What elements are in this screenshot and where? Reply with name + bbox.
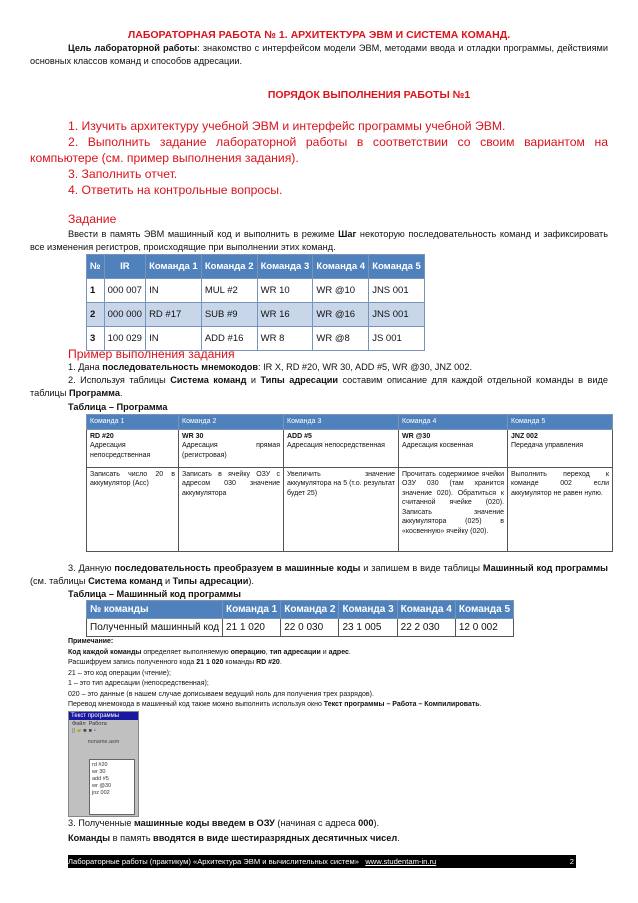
col-header: Команда 4	[313, 255, 369, 279]
example-p2	[30, 374, 608, 400]
menu-work[interactable]: Работа	[88, 721, 107, 727]
table-header-row	[87, 601, 514, 619]
code-line: rd #20	[92, 762, 108, 768]
cell: 21 1 020	[223, 619, 281, 637]
t: ).	[248, 576, 254, 586]
cell	[87, 429, 179, 467]
code-line: wr 30	[92, 769, 106, 775]
cell: JNS 001	[369, 303, 425, 327]
cell: 23 1 005	[339, 619, 397, 637]
col-header: Команда 5	[369, 255, 425, 279]
program-table-caption: Таблица – Программа	[68, 402, 168, 412]
t: операцию	[230, 648, 266, 656]
p3	[30, 562, 608, 588]
cell: JNS 001	[369, 279, 425, 303]
cmd-code: WR @30	[402, 432, 431, 440]
cell: Записать число 20 в аккумулятор (Acc)	[87, 467, 179, 551]
cmd-addr: Адресация прямая (регистровая)	[182, 442, 280, 459]
t: машинные коды введем в ОЗУ	[134, 818, 275, 828]
cell: Полученный машинный код	[87, 619, 223, 637]
menu-file[interactable]: Файл	[72, 721, 86, 727]
cell: 000 000	[104, 303, 145, 327]
table-header-row	[87, 415, 613, 430]
t: Типы адресации	[172, 576, 249, 586]
table-row	[87, 619, 514, 637]
cell: ADD #16	[201, 327, 257, 351]
t: 2. Используя таблицы	[68, 375, 171, 385]
cell	[399, 429, 508, 467]
cmd-addr: Передача управления	[511, 442, 584, 449]
machine-code-table	[86, 600, 514, 637]
print-icon[interactable]: ▫	[93, 728, 98, 734]
cell	[508, 429, 613, 467]
cell: 22 2 030	[397, 619, 455, 637]
t: команды	[223, 659, 257, 666]
cell	[179, 429, 284, 467]
cell: IN	[146, 279, 202, 303]
col-header: Команда 2	[179, 415, 284, 430]
t: Система команд	[170, 375, 247, 385]
col-header: Команда 4	[399, 415, 508, 430]
lab-title: ЛАБОРАТОРНАЯ РАБОТА № 1. АРХИТЕКТУРА ЭВМ И СИСТЕМА КОМАНД.	[127, 29, 511, 41]
steps-list	[30, 118, 608, 198]
cmd-addr: Адресация непосредственная	[90, 442, 151, 459]
task-bold: Шаг	[338, 229, 357, 239]
col-header: Команда 2	[201, 255, 257, 279]
t: .	[479, 701, 482, 708]
t: и запишем в виде таблицы	[360, 563, 483, 573]
cmd-code: RD #20	[90, 432, 114, 440]
table-row	[87, 303, 425, 327]
note-line: 020 – это данные (в нашем случае дописываем ведущий ноль для получения трех разрядов).	[68, 690, 374, 698]
table-row	[87, 429, 613, 467]
note-title: Примечание:	[68, 638, 114, 645]
t: и	[320, 648, 329, 656]
code-line: jnz 002	[92, 790, 110, 796]
col-header: Команда 2	[281, 601, 339, 619]
col-header: Команда 1	[146, 255, 202, 279]
cell: WR 8	[257, 327, 313, 351]
cmd-code: JNZ 002	[511, 432, 538, 440]
code-editor[interactable]	[89, 759, 135, 815]
cell: IN	[146, 327, 202, 351]
task-text	[30, 228, 608, 254]
t: Типы адресации	[260, 375, 339, 385]
t: определяет выполняемую	[141, 648, 231, 656]
footer-bar	[68, 855, 576, 868]
cell: WR 16	[257, 303, 313, 327]
cell: 000 007	[104, 279, 145, 303]
cell: 3	[87, 327, 105, 351]
task-text-2: некоторую последовательность команд и зафиксировать все изменения регистров, происходящие при выполнении этих команд.	[30, 229, 608, 252]
cell: RD #17	[146, 303, 202, 327]
step: 4. Ответить на контрольные вопросы.	[68, 183, 283, 197]
step: 2. Выполнить задание лабораторной работы в соответствии со своим вариантом на компьютере (см. пример выполнения задания).	[30, 135, 608, 165]
save-as-icon[interactable]: ■	[88, 728, 94, 734]
table-header-row	[87, 255, 425, 279]
note-line: 21 – это код операции (чтение);	[68, 669, 171, 677]
cmd-addr: Адресация непосредственная	[287, 442, 385, 449]
example-heading: Пример выполнения задания	[68, 347, 235, 361]
p4	[68, 817, 379, 830]
cell: WR 10	[257, 279, 313, 303]
col-header: №	[87, 255, 105, 279]
t: .	[119, 388, 123, 398]
cell: SUB #9	[201, 303, 257, 327]
open-icon[interactable]: ▰	[77, 728, 84, 734]
cell: 1	[87, 279, 105, 303]
col-header: IR	[104, 255, 145, 279]
new-file-icon[interactable]: ▯	[72, 728, 78, 734]
cell: WR @8	[313, 327, 369, 351]
save-icon[interactable]: ■	[83, 728, 89, 734]
p5	[68, 832, 400, 845]
t: и	[162, 576, 173, 586]
cmd-addr: Адресация косвенная	[402, 442, 474, 449]
cell: WR @10	[313, 279, 369, 303]
note-line	[68, 648, 608, 659]
note-block	[68, 637, 608, 711]
task-text-1: Ввести в память ЭВМ машинный код и выполнить в режиме	[68, 229, 339, 239]
t: Команды	[68, 833, 111, 843]
col-header: Команда 3	[339, 601, 397, 619]
order-heading: ПОРЯДОК ВЫПОЛНЕНИЯ РАБОТЫ №1	[267, 89, 471, 101]
cell: 12 0 002	[455, 619, 513, 637]
step: 1. Изучить архитектуру учебной ЭВМ и интерфейс программы учебной ЭВМ.	[68, 119, 506, 133]
table-row	[87, 279, 425, 303]
cell: 22 0 030	[281, 619, 339, 637]
cell: WR @16	[313, 303, 369, 327]
t: составим описание для каждой отдельной команды в виде таблицы	[30, 375, 608, 398]
cell: JS 001	[369, 327, 425, 351]
t: Текст программы – Работа – Компилировать	[323, 701, 480, 708]
cell: 2	[87, 303, 105, 327]
window-title: Текст программы	[69, 712, 138, 720]
page-number: 2	[569, 857, 574, 866]
t: ).	[373, 818, 380, 828]
t: 3. Полученные	[68, 818, 134, 828]
t: последовательность мнемокодов	[102, 362, 258, 372]
t: Программа	[68, 388, 120, 398]
window-filename: noname.asm	[87, 739, 120, 745]
t: .	[279, 659, 282, 666]
cmd-code: WR 30	[182, 432, 204, 440]
t: 3. Данную	[68, 563, 115, 573]
t: 1. Дана	[68, 362, 103, 372]
t: тип адресации	[269, 648, 321, 656]
note-line	[68, 700, 608, 711]
col-header: Команда 3	[257, 255, 313, 279]
cell	[284, 429, 399, 467]
cmd-code: ADD #5	[287, 432, 312, 440]
variants-table	[86, 254, 425, 351]
footer-text: Лабораторные работы (практикум) «Архитектура ЭВМ и вычислительных систем»	[68, 857, 359, 866]
t: .	[397, 833, 400, 843]
window-toolbar	[69, 728, 138, 734]
task-heading: Задание	[68, 212, 117, 226]
cell: Выполнить переход к команде 002 если аккумулятор не равен нулю.	[508, 467, 613, 551]
goal-paragraph	[30, 42, 608, 68]
table-row	[87, 467, 613, 551]
t: .	[348, 648, 351, 656]
cell: MUL #2	[201, 279, 257, 303]
t: : IR X, RD #20, WR 30, ADD #5, WR @30, JNZ 002.	[257, 362, 473, 372]
t: 21 1 020	[196, 659, 224, 666]
t: вводятся в виде шестиразрядных десятичных чисел	[153, 833, 398, 843]
t: (см. таблицы	[30, 576, 89, 586]
program-text-window	[68, 711, 139, 817]
t: и	[246, 375, 261, 385]
t: Машинный код программы	[482, 563, 608, 573]
col-header: Команда 1	[87, 415, 179, 430]
t: 000	[358, 818, 374, 828]
example-p1	[30, 361, 608, 374]
col-header: Команда 1	[223, 601, 281, 619]
goal-label: Цель лабораторной работы	[68, 43, 198, 53]
footer-link[interactable]: www.studentam-in.ru	[365, 857, 437, 866]
col-header: № команды	[87, 601, 223, 619]
step: 3. Заполнить отчет.	[68, 167, 178, 181]
t: в память	[110, 833, 154, 843]
t: Код каждой команды	[68, 648, 142, 656]
col-header: Команда 4	[397, 601, 455, 619]
col-header: Команда 5	[455, 601, 513, 619]
t: адрес	[328, 648, 349, 656]
t: ,	[265, 648, 270, 656]
cell: Записать в ячейку ОЗУ с адресом 030 значение аккумулятора	[179, 467, 284, 551]
cell: Увеличить значение аккумулятора на 5 (т.о. результат будет 25)	[284, 467, 399, 551]
cell: Прочитать содержимое ячейки ОЗУ 030 (там хранится значение 020). Обратиться к считанной ячейке (020). Записать значение аккумулятора (025) в «косвенную» ячейку (020).	[399, 467, 508, 551]
window-menu	[69, 720, 138, 728]
t: (начиная с адреса	[274, 818, 359, 828]
t: последовательность преобразуем в машинные коды	[114, 563, 361, 573]
t: Расшифруем запись полученного кода	[68, 659, 197, 666]
goal-text: : знакомство с интерфейсом модели ЭВМ, методами ввода и отладки программы, действиями основных классов команд и способов адресации.	[30, 43, 608, 66]
code-line: wr @30	[92, 783, 112, 789]
col-header: Команда 3	[284, 415, 399, 430]
program-table	[86, 414, 613, 552]
note-line	[68, 658, 608, 669]
note-line: 1 – это тип адресации (непосредственная);	[68, 680, 209, 687]
machine-table-caption: Таблица – Машинный код программы	[68, 589, 241, 599]
col-header: Команда 5	[508, 415, 613, 430]
code-line: add #5	[92, 776, 109, 782]
t: Система команд	[88, 576, 163, 586]
t: RD #20	[256, 659, 280, 666]
cell: 100 029	[104, 327, 145, 351]
t: Перевод мнемокода в машинный код также можно выполнить используя окно	[68, 701, 324, 708]
